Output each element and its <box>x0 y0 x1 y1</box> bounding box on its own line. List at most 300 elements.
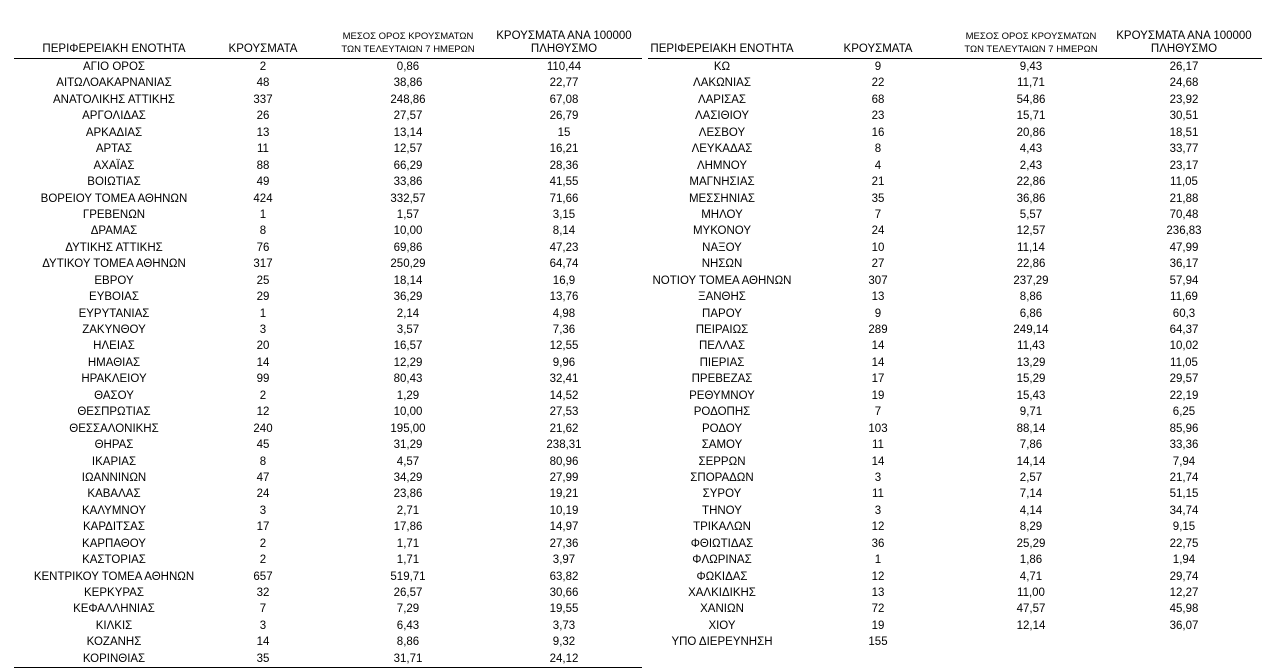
cell-per-100k: 41,55 <box>549 176 579 189</box>
cell-cases: 29 <box>256 291 270 304</box>
cell-per-100k: 1,94 <box>1172 554 1196 567</box>
cell-per-100k: 10,19 <box>549 504 579 517</box>
table-row <box>648 470 1262 486</box>
table-row <box>648 601 1262 617</box>
cell-cases: 49 <box>256 176 270 189</box>
cell-avg-7days: 10,00 <box>393 225 423 238</box>
table-header-right <box>648 26 1262 59</box>
cell-cases: 14 <box>871 340 885 353</box>
cell-avg-7days: 47,57 <box>1016 603 1046 616</box>
cell-per-100k: 33,36 <box>1169 439 1199 452</box>
header-per-100k: ΚΡΟΥΣΜΑΤΑ ΑΝΑ 100000 ΠΛΗΘΥΣΜΟ <box>496 30 632 55</box>
table-header-left <box>14 26 642 59</box>
cell-region: ΓΡΕΒΕΝΩΝ <box>82 208 146 221</box>
cell-cases: 1 <box>874 554 882 567</box>
cell-per-100k: 30,51 <box>1169 110 1199 123</box>
cell-region: ΧΑΛΚΙΔΙΚΗΣ <box>688 587 756 599</box>
table-row <box>14 174 642 190</box>
table-row <box>648 141 1262 157</box>
cell-avg-7days: 2,57 <box>1019 471 1043 484</box>
cell-cases: 47 <box>256 471 270 484</box>
cell-per-100k: 11,69 <box>1170 291 1198 304</box>
cell-cases: 22 <box>871 77 885 90</box>
table-row <box>14 191 642 207</box>
cell-cases: 23 <box>871 110 885 123</box>
cell-per-100k: 67,08 <box>549 93 579 106</box>
table-row <box>14 223 642 239</box>
cell-region: ΙΚΑΡΙΑΣ <box>91 455 137 468</box>
cell-cases: 240 <box>253 422 273 435</box>
cell-per-100k: 12,55 <box>549 340 579 353</box>
cell-per-100k: 24,68 <box>1169 77 1199 90</box>
cell-cases: 76 <box>256 241 270 254</box>
cell-region: ΘΕΣΣΑΛΟΝΙΚΗΣ <box>69 422 159 435</box>
cell-region: ΑΡΤΑΣ <box>95 143 133 156</box>
cell-region: ΦΛΩΡΙΝΑΣ <box>692 554 752 567</box>
table-body-left <box>14 59 642 668</box>
cell-avg-7days: 0,86 <box>396 61 420 73</box>
cell-avg-7days: 4,71 <box>1019 570 1043 583</box>
cell-per-100k: 9,32 <box>552 636 576 649</box>
cell-region: ΜΗΛΟΥ <box>701 208 743 221</box>
table-row <box>14 569 642 585</box>
cases-table-right <box>648 26 1262 651</box>
cell-per-100k: 36,17 <box>1169 258 1199 271</box>
cell-cases: 337 <box>253 93 273 106</box>
table-row <box>648 322 1262 338</box>
cell-cases: 2 <box>259 554 267 567</box>
cell-region: ΘΑΣΟΥ <box>94 389 134 402</box>
cell-region: ΧΙΟΥ <box>708 619 736 632</box>
cell-per-100k: 14,97 <box>549 521 579 534</box>
cell-cases: 14 <box>871 455 885 468</box>
table-row <box>14 404 642 420</box>
cell-avg-7days: 31,71 <box>393 652 423 665</box>
cell-avg-7days: 1,71 <box>396 537 420 550</box>
cell-per-100k: 18,51 <box>1169 126 1199 139</box>
cell-region: ΠΕΛΛΑΣ <box>698 340 746 353</box>
cell-region: ΠΡΕΒΕΖΑΣ <box>691 373 753 386</box>
cell-cases: 13 <box>871 291 885 304</box>
cell-per-100k: 9,15 <box>1172 521 1196 534</box>
cell-avg-7days: 13,29 <box>1016 356 1046 369</box>
table-row <box>14 634 642 650</box>
cell-per-100k: 6,25 <box>1172 406 1196 419</box>
cell-region: ΤΗΝΟΥ <box>702 504 742 517</box>
cell-per-100k: 64,74 <box>549 258 579 271</box>
cell-per-100k: 28,36 <box>549 159 579 172</box>
cell-avg-7days: 25,29 <box>1016 537 1046 550</box>
cell-region: ΚΑΡΠΑΘΟΥ <box>82 537 146 550</box>
cell-avg-7days: 1,71 <box>396 554 420 567</box>
cell-avg-7days: 20,86 <box>1016 126 1046 139</box>
cell-avg-7days: 7,14 <box>1019 488 1043 501</box>
cell-cases: 12 <box>871 570 885 583</box>
table-row <box>14 158 642 174</box>
cell-avg-7days: 10,00 <box>393 406 423 419</box>
table-row <box>648 158 1262 174</box>
table-row <box>648 437 1262 453</box>
cell-avg-7days: 248,86 <box>390 93 426 106</box>
table-row <box>648 421 1262 437</box>
cell-region: ΠΕΙΡΑΙΩΣ <box>695 324 749 336</box>
cell-avg-7days: 22,86 <box>1016 176 1046 189</box>
cell-region: ΡΟΔΟΥ <box>701 422 743 435</box>
cell-cases: 14 <box>256 356 270 369</box>
cell-avg-7days: 2,14 <box>396 307 420 320</box>
cell-per-100k: 24,12 <box>549 652 579 665</box>
cell-per-100k: 30,66 <box>549 587 579 599</box>
cell-cases: 48 <box>256 77 270 90</box>
cell-cases: 3 <box>874 471 882 484</box>
cell-cases: 17 <box>871 373 885 386</box>
table-row <box>648 59 1262 75</box>
cell-cases: 317 <box>253 258 273 271</box>
cell-cases: 7 <box>259 603 267 616</box>
cell-avg-7days: 237,29 <box>1013 274 1049 287</box>
table-row <box>14 454 642 470</box>
cell-per-100k: 14,52 <box>549 389 579 402</box>
cell-region: ΝΗΣΩΝ <box>701 258 743 271</box>
cell-per-100k: 3,97 <box>552 554 576 567</box>
cell-region: ΚΑΒΑΛΑΣ <box>87 488 141 501</box>
cell-cases: 68 <box>871 93 885 106</box>
cell-per-100k: 4,98 <box>552 307 576 320</box>
cell-avg-7days: 3,57 <box>396 324 420 336</box>
cell-avg-7days: 250,29 <box>390 258 426 271</box>
table-row <box>14 306 642 322</box>
cell-cases: 307 <box>868 274 888 287</box>
cell-avg-7days: 12,14 <box>1016 619 1046 632</box>
cell-avg-7days: 249,14 <box>1013 324 1049 336</box>
cell-region: ΜΑΓΝΗΣΙΑΣ <box>689 176 755 189</box>
table-row <box>648 618 1262 634</box>
cell-per-100k: 7,94 <box>1172 455 1196 468</box>
table-row <box>648 585 1262 601</box>
cell-avg-7days: 8,29 <box>1019 521 1043 534</box>
cell-region: ΕΥΡΥΤΑΝΙΑΣ <box>78 307 150 320</box>
cell-cases: 424 <box>253 192 273 205</box>
cell-avg-7days: 1,86 <box>1019 554 1043 567</box>
table-row <box>648 223 1262 239</box>
table-row <box>648 634 1262 650</box>
table-row <box>648 552 1262 568</box>
table-row <box>14 207 642 223</box>
table-row <box>648 174 1262 190</box>
table-row <box>14 519 642 535</box>
cell-avg-7days: 88,14 <box>1016 422 1046 435</box>
cell-per-100k: 51,15 <box>1169 488 1199 501</box>
table-row <box>14 503 642 519</box>
cell-cases: 8 <box>259 455 267 468</box>
cell-per-100k: 71,66 <box>549 192 579 205</box>
cell-cases: 1 <box>259 208 267 221</box>
cell-per-100k: 22,77 <box>549 77 579 90</box>
cell-avg-7days: 22,86 <box>1016 258 1046 271</box>
cell-region: ΞΑΝΘΗΣ <box>698 291 746 304</box>
cell-cases: 36 <box>871 537 885 550</box>
cell-region: ΖΑΚΥΝΘΟΥ <box>82 324 146 336</box>
table-row <box>14 273 642 289</box>
table-row <box>648 486 1262 502</box>
cell-per-100k: 27,36 <box>549 537 579 550</box>
table-row <box>648 240 1262 256</box>
cell-avg-7days: 7,86 <box>1019 439 1043 452</box>
cell-region: ΑΝΑΤΟΛΙΚΗΣ ΑΤΤΙΚΗΣ <box>52 93 175 106</box>
cell-region: ΣΕΡΡΩΝ <box>698 455 746 468</box>
table-row <box>648 256 1262 272</box>
cell-cases: 19 <box>871 619 885 632</box>
cases-table-left <box>14 26 642 668</box>
cell-cases: 155 <box>868 636 888 649</box>
cell-per-100k: 3,15 <box>552 208 576 221</box>
table-row <box>648 503 1262 519</box>
cell-region: ΙΩΑΝΝΙΝΩΝ <box>81 471 147 484</box>
cell-cases: 32 <box>256 587 270 599</box>
cell-cases: 27 <box>871 258 885 271</box>
cell-region: ΑΡΚΑΔΙΑΣ <box>85 126 143 139</box>
cell-region: ΝΟΤΙΟΥ ΤΟΜΕΑ ΑΘΗΝΩΝ <box>652 274 792 287</box>
cell-per-100k: 34,74 <box>1169 504 1199 517</box>
cell-avg-7days: 36,29 <box>393 291 423 304</box>
table-row <box>648 92 1262 108</box>
header-per-100k: ΚΡΟΥΣΜΑΤΑ ΑΝΑ 100000 ΠΛΗΘΥΣΜΟ <box>1116 30 1252 55</box>
cell-cases: 20 <box>256 340 270 353</box>
cell-per-100k: 57,94 <box>1169 274 1199 287</box>
cell-avg-7days: 8,86 <box>1019 291 1043 304</box>
table-row <box>648 404 1262 420</box>
cell-region: ΚΟΡΙΝΘΙΑΣ <box>82 652 146 665</box>
cell-per-100k: 32,41 <box>549 373 579 386</box>
cell-region: ΛΗΜΝΟΥ <box>696 159 748 172</box>
cell-per-100k: 8,14 <box>552 225 576 238</box>
table-row <box>14 108 642 124</box>
cell-region: ΚΟΖΑΝΗΣ <box>86 636 142 649</box>
cell-per-100k: 21,88 <box>1169 192 1199 205</box>
cell-avg-7days: 4,14 <box>1019 504 1043 517</box>
cell-per-100k: 64,37 <box>1169 324 1199 336</box>
cell-per-100k: 16,9 <box>552 274 576 287</box>
header-region: ΠΕΡΙΦΕΡΕΙΑΚΗ ΕΝΟΤΗΤΑ <box>650 43 794 55</box>
cell-cases: 17 <box>256 521 270 534</box>
table-row <box>14 289 642 305</box>
table-row <box>14 552 642 568</box>
cell-per-100k: 19,55 <box>549 603 579 616</box>
cell-avg-7days: 8,86 <box>396 636 420 649</box>
cell-region: ΡΟΔΟΠΗΣ <box>693 406 751 419</box>
cell-cases: 24 <box>256 488 270 501</box>
cell-cases: 11 <box>872 488 884 501</box>
table-row <box>14 125 642 141</box>
cell-avg-7days: 11,14 <box>1017 241 1045 254</box>
cell-cases: 3 <box>259 504 267 517</box>
cell-per-100k: 110,44 <box>546 61 582 73</box>
cell-avg-7days: 5,57 <box>1019 208 1043 221</box>
cell-cases: 2 <box>259 389 267 402</box>
cell-avg-7days: 26,57 <box>393 587 423 599</box>
cell-cases: 10 <box>871 241 885 254</box>
cell-cases: 8 <box>874 143 882 156</box>
table-row <box>14 388 642 404</box>
cell-per-100k: 16,21 <box>549 143 579 156</box>
cell-cases: 35 <box>256 652 270 665</box>
cell-per-100k: 47,99 <box>1169 241 1199 254</box>
cell-cases: 1 <box>259 307 267 320</box>
cell-region: ΚΕΝΤΡΙΚΟΥ ΤΟΜΕΑ ΑΘΗΝΩΝ <box>33 570 195 583</box>
cell-avg-7days: 12,57 <box>1016 225 1046 238</box>
table-row <box>14 59 642 75</box>
cell-avg-7days: 7,29 <box>396 603 420 616</box>
table-row <box>648 75 1262 91</box>
cell-cases: 26 <box>256 110 270 123</box>
cell-per-100k: 36,07 <box>1169 619 1199 632</box>
cell-avg-7days: 12,29 <box>393 356 423 369</box>
cell-per-100k: 21,74 <box>1169 471 1199 484</box>
cell-cases: 2 <box>259 537 267 550</box>
cell-cases: 11 <box>257 143 269 156</box>
cell-avg-7days: 11,43 <box>1017 340 1045 353</box>
cell-avg-7days: 33,86 <box>393 176 423 189</box>
cell-region: ΒΟΙΩΤΙΑΣ <box>87 176 141 189</box>
cell-cases: 35 <box>871 192 885 205</box>
cell-cases: 19 <box>871 389 885 402</box>
cell-region: ΠΑΡΟΥ <box>702 307 742 320</box>
table-row <box>14 486 642 502</box>
cell-per-100k: 15 <box>557 126 571 139</box>
table-row <box>14 240 642 256</box>
cell-per-100k: 27,99 <box>549 471 579 484</box>
cell-cases: 4 <box>874 159 882 172</box>
table-row <box>14 141 642 157</box>
cell-per-100k: 63,82 <box>549 570 579 583</box>
cell-region: ΔΥΤΙΚΟΥ ΤΟΜΕΑ ΑΘΗΝΩΝ <box>42 258 186 271</box>
cell-avg-7days: 38,86 <box>393 77 423 90</box>
cell-avg-7days: 13,14 <box>393 126 423 139</box>
cell-region: ΕΥΒΟΙΑΣ <box>89 291 139 304</box>
cell-avg-7days: 195,00 <box>390 422 426 435</box>
cell-avg-7days: 14,14 <box>1016 455 1046 468</box>
cell-avg-7days: 4,43 <box>1019 143 1043 156</box>
cell-avg-7days: 31,29 <box>393 439 423 452</box>
table-row <box>14 601 642 617</box>
cell-avg-7days: 16,57 <box>393 340 423 353</box>
cell-avg-7days: 80,43 <box>393 373 423 386</box>
cell-region: ΠΙΕΡΙΑΣ <box>699 356 745 369</box>
cell-avg-7days: 15,43 <box>1016 389 1046 402</box>
cell-per-100k: 27,53 <box>549 406 579 419</box>
header-cases: ΚΡΟΥΣΜΑΤΑ <box>228 43 298 55</box>
table-row <box>14 75 642 91</box>
table-row <box>14 371 642 387</box>
table-row <box>648 569 1262 585</box>
cell-cases: 16 <box>871 126 885 139</box>
table-body-right <box>648 59 1262 651</box>
cell-per-100k: 45,98 <box>1169 603 1199 616</box>
cell-region: ΦΘΙΩΤΙΔΑΣ <box>690 537 754 550</box>
cell-region: ΚΕΦΑΛΛΗΝΙΑΣ <box>73 603 155 616</box>
table-row <box>648 273 1262 289</box>
cell-per-100k: 47,23 <box>549 241 579 254</box>
table-row <box>14 322 642 338</box>
cell-cases: 289 <box>868 324 888 336</box>
table-row <box>648 355 1262 371</box>
cell-region: ΕΒΡΟΥ <box>94 274 134 287</box>
cell-region: ΔΥΤΙΚΗΣ ΑΤΤΙΚΗΣ <box>65 241 163 254</box>
cell-per-100k: 11,05 <box>1170 356 1198 369</box>
cell-per-100k: 26,17 <box>1169 61 1199 73</box>
table-row <box>14 338 642 354</box>
cell-cases: 13 <box>256 126 270 139</box>
table-row <box>648 125 1262 141</box>
cell-region: ΚΑΛΥΜΝΟΥ <box>82 504 146 517</box>
cell-per-100k: 12,27 <box>1169 587 1199 599</box>
cell-region: ΣΠΟΡΑΔΩΝ <box>690 471 754 484</box>
cell-cases: 88 <box>256 159 270 172</box>
cell-per-100k: 22,19 <box>1169 389 1199 402</box>
cell-region: ΘΗΡΑΣ <box>94 439 134 452</box>
cell-per-100k: 29,74 <box>1169 570 1199 583</box>
cell-cases: 21 <box>871 176 885 189</box>
cell-per-100k: 22,75 <box>1169 537 1199 550</box>
cell-cases: 7 <box>874 406 882 419</box>
table-row <box>14 437 642 453</box>
cell-avg-7days: 332,57 <box>390 192 426 205</box>
cell-cases: 3 <box>259 324 267 336</box>
cell-avg-7days: 2,71 <box>396 504 420 517</box>
cell-avg-7days: 15,71 <box>1016 110 1046 123</box>
cell-cases: 11 <box>872 439 884 452</box>
cell-cases: 99 <box>256 373 270 386</box>
cell-region: ΣΑΜΟΥ <box>701 439 743 452</box>
table-row <box>648 108 1262 124</box>
cell-cases: 3 <box>259 619 267 632</box>
table-row <box>14 421 642 437</box>
cell-per-100k: 33,77 <box>1169 143 1199 156</box>
cell-per-100k: 7,36 <box>552 324 576 336</box>
cell-avg-7days: 18,14 <box>393 274 423 287</box>
cell-cases: 9 <box>874 307 882 320</box>
cell-avg-7days: 23,86 <box>393 488 423 501</box>
cell-region: ΛΑΚΩΝΙΑΣ <box>693 77 751 90</box>
cell-region: ΚΕΡΚΥΡΑΣ <box>84 587 144 599</box>
cell-avg-7days: 1,57 <box>396 208 420 221</box>
cell-cases: 12 <box>256 406 270 419</box>
cell-per-100k: 10,02 <box>1169 340 1199 353</box>
cell-cases: 9 <box>874 61 882 73</box>
table-row <box>648 338 1262 354</box>
cell-region: ΛΕΥΚΑΔΑΣ <box>691 143 753 156</box>
cell-avg-7days: 1,29 <box>396 389 420 402</box>
cell-region: ΔΡΑΜΑΣ <box>90 225 138 238</box>
table-row <box>14 92 642 108</box>
cell-avg-7days: 27,57 <box>393 110 423 123</box>
cell-avg-7days: 9,43 <box>1019 61 1043 73</box>
cell-region: ΗΡΑΚΛΕΙΟΥ <box>81 373 147 386</box>
cell-region: ΡΕΘΥΜΝΟΥ <box>689 389 755 402</box>
cell-region: ΧΑΝΙΩΝ <box>700 603 744 616</box>
cell-avg-7days: 11,71 <box>1017 77 1045 90</box>
cell-per-100k: 238,31 <box>546 439 582 452</box>
table-row <box>648 289 1262 305</box>
cell-per-100k: 60,3 <box>1172 307 1196 320</box>
cell-avg-7days: 54,86 <box>1016 93 1046 106</box>
cell-region: ΚΑΣΤΟΡΙΑΣ <box>82 554 146 567</box>
cell-region: ΝΑΞΟΥ <box>702 241 742 254</box>
cell-avg-7days: 6,86 <box>1019 307 1043 320</box>
table-row <box>14 470 642 486</box>
table-row <box>648 519 1262 535</box>
cell-avg-7days: 2,43 <box>1019 159 1043 172</box>
